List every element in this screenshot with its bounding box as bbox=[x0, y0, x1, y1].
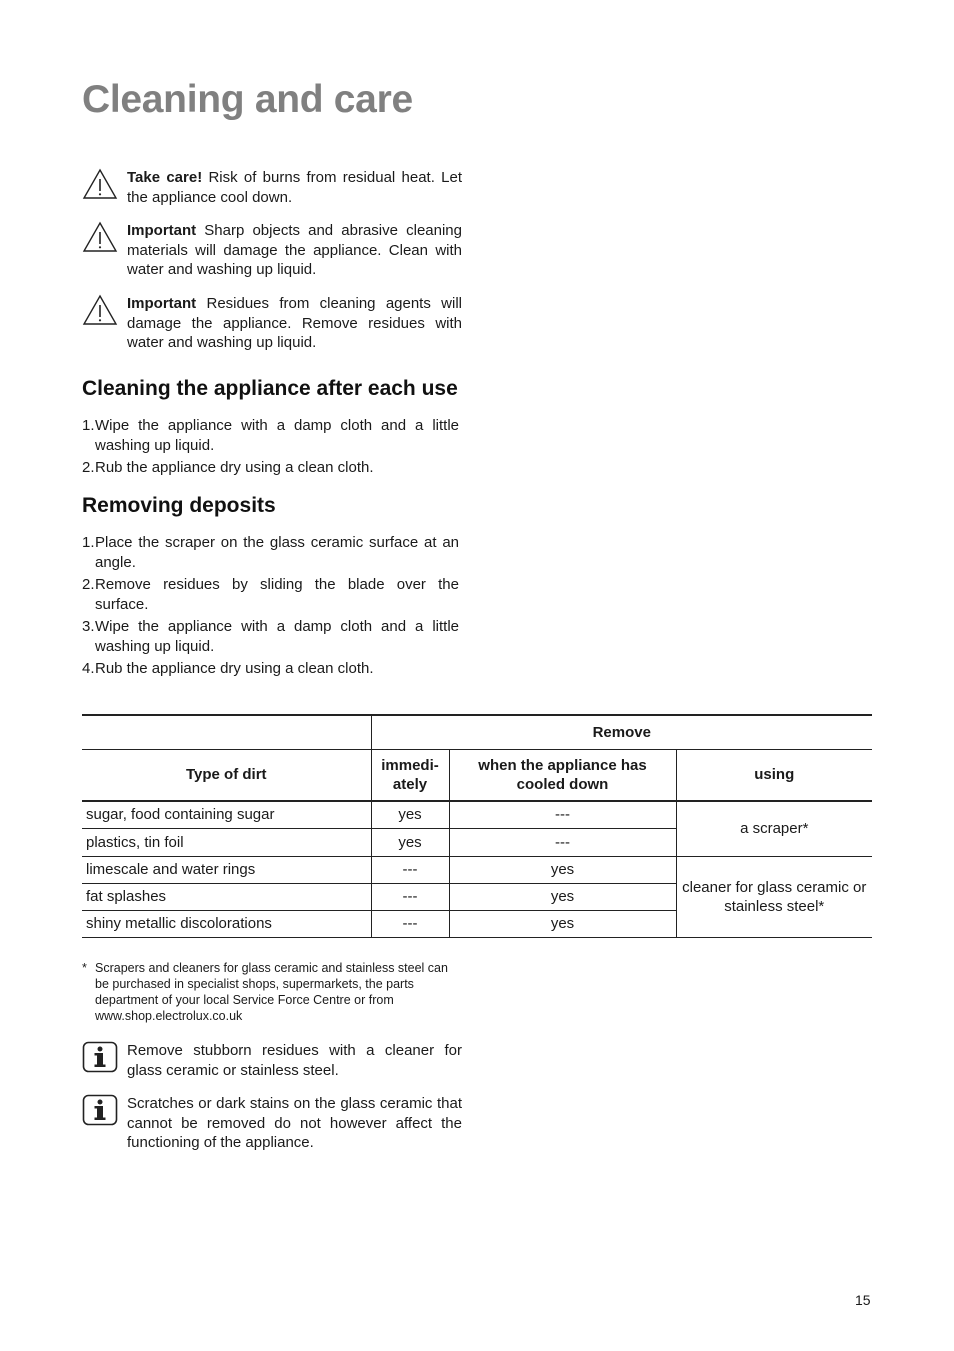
section-heading-after-use: Cleaning the appliance after each use bbox=[82, 377, 458, 400]
warning-triangle-icon bbox=[82, 168, 118, 204]
warning-notice bbox=[82, 168, 462, 207]
table-header-cooled: when the appliance has cooled down bbox=[449, 749, 676, 801]
step-number: 2. bbox=[82, 576, 95, 593]
info-text: Scratches or dark stains on the glass ceramic that cannot be removed do not however affect the functioning of the appliance. bbox=[127, 1095, 462, 1151]
step-number: 1. bbox=[82, 417, 95, 434]
table-corner-cell bbox=[82, 715, 371, 749]
cell-dirt-type: fat splashes bbox=[82, 883, 371, 910]
warning-text bbox=[127, 294, 462, 353]
warning-triangle-icon bbox=[82, 294, 118, 330]
step-number: 2. bbox=[82, 459, 95, 476]
footnote-text: Scrapers and cleaners for glass ceramic and stainless steel can be purchased in specialist shops, supermarkets, the parts department of your local Service Force Centre or from www.shop.electrolux.co.uk bbox=[95, 961, 448, 1023]
warning-body: Residues from cleaning agents will damage the appliance. Remove residues with water and washing up liquid. bbox=[127, 295, 462, 351]
step-number: 1. bbox=[82, 534, 95, 551]
table-row bbox=[82, 856, 872, 883]
header-immediately-text: immedi- ately bbox=[381, 756, 439, 793]
cell-using: cleaner for glass ceramic or stainless steel* bbox=[676, 856, 872, 937]
cell-dirt-type: sugar, food containing sugar bbox=[82, 801, 371, 828]
warning-triangle-icon bbox=[82, 221, 118, 257]
cell-immediately: yes bbox=[371, 828, 449, 856]
cell-cooled: yes bbox=[449, 856, 676, 883]
warning-lead: Important bbox=[127, 295, 197, 312]
deposit-steps bbox=[82, 533, 459, 682]
step-number: 3. bbox=[82, 618, 95, 635]
info-notice bbox=[82, 1041, 462, 1080]
list-item bbox=[82, 617, 459, 656]
cell-dirt-type: plastics, tin foil bbox=[82, 828, 371, 856]
cell-dirt-type: limescale and water rings bbox=[82, 856, 371, 883]
after-use-steps bbox=[82, 416, 459, 481]
warning-text bbox=[127, 221, 462, 280]
step-text: Wipe the appliance with a damp cloth and a little washing up liquid. bbox=[95, 618, 459, 655]
table-group-header: Remove bbox=[371, 715, 872, 749]
warning-text bbox=[127, 168, 462, 207]
cell-cooled: --- bbox=[449, 801, 676, 828]
step-text: Place the scraper on the glass ceramic surface at an angle. bbox=[95, 534, 459, 571]
list-item bbox=[82, 416, 459, 455]
cell-immediately: --- bbox=[371, 856, 449, 883]
step-text: Rub the appliance dry using a clean cloth. bbox=[95, 459, 374, 476]
info-text: Remove stubborn residues with a cleaner for glass ceramic or stainless steel. bbox=[127, 1042, 462, 1079]
step-text: Rub the appliance dry using a clean cloth. bbox=[95, 660, 374, 677]
table-header-using: using bbox=[676, 749, 872, 801]
list-item bbox=[82, 659, 459, 679]
step-text: Wipe the appliance with a damp cloth and a little washing up liquid. bbox=[95, 417, 459, 454]
cell-using: a scraper* bbox=[676, 801, 872, 856]
info-notice bbox=[82, 1094, 462, 1153]
table-row bbox=[82, 801, 872, 828]
table-header-type: Type of dirt bbox=[82, 749, 371, 801]
section-heading-deposits: Removing deposits bbox=[82, 494, 276, 517]
dirt-removal-table bbox=[82, 714, 872, 938]
page-title: Cleaning and care bbox=[82, 78, 413, 121]
info-icon bbox=[82, 1041, 118, 1077]
warning-lead: Important bbox=[127, 222, 197, 239]
table-header-immediately bbox=[371, 749, 449, 801]
footnote-star: * bbox=[82, 961, 87, 975]
step-number: 4. bbox=[82, 660, 95, 677]
cell-immediately: yes bbox=[371, 801, 449, 828]
cell-immediately: --- bbox=[371, 910, 449, 937]
cell-cooled: yes bbox=[449, 883, 676, 910]
warning-notice bbox=[82, 294, 462, 353]
table-footnote bbox=[82, 960, 462, 1024]
list-item bbox=[82, 575, 459, 614]
warning-lead: Take care! bbox=[127, 169, 203, 186]
info-icon bbox=[82, 1094, 118, 1130]
page-number: 15 bbox=[855, 1292, 871, 1308]
cell-cooled: --- bbox=[449, 828, 676, 856]
cell-immediately: --- bbox=[371, 883, 449, 910]
cell-dirt-type: shiny metallic discolorations bbox=[82, 910, 371, 937]
warning-notice bbox=[82, 221, 462, 280]
warning-body: Sharp objects and abrasive cleaning materials will damage the appliance. Clean with water and washing up liquid. bbox=[127, 222, 462, 278]
list-item bbox=[82, 533, 459, 572]
cell-cooled: yes bbox=[449, 910, 676, 937]
warning-body: Risk of burns from residual heat. Let the appliance cool down. bbox=[127, 169, 462, 206]
list-item bbox=[82, 458, 459, 478]
step-text: Remove residues by sliding the blade over the surface. bbox=[95, 576, 459, 613]
